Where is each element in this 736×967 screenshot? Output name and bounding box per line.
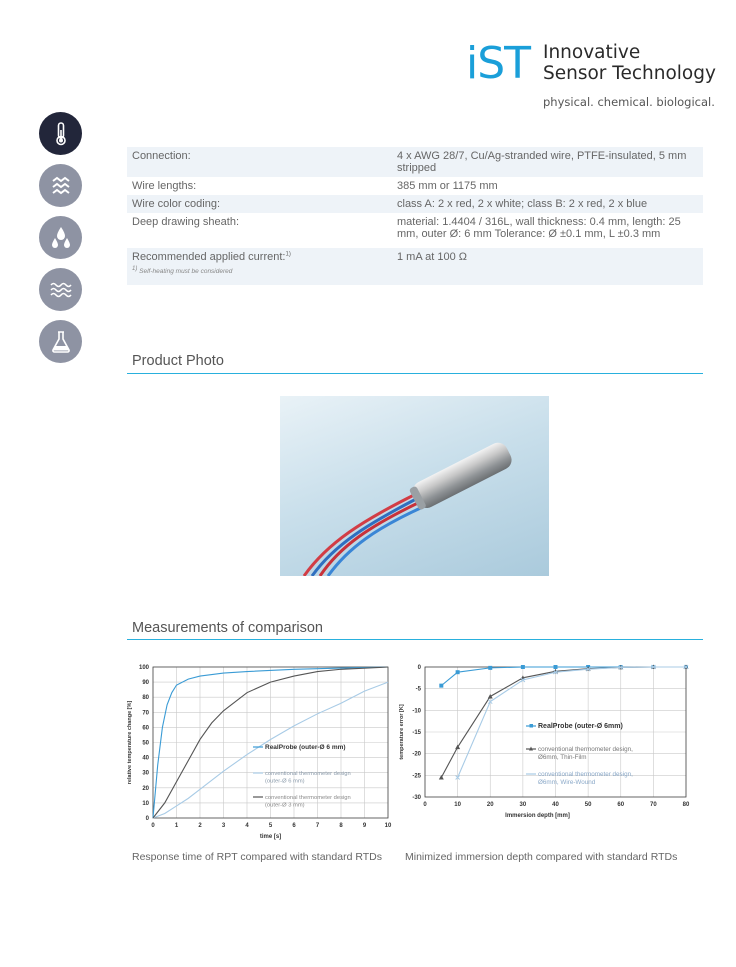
spec-label: Deep drawing sheath: xyxy=(132,216,240,228)
flow-icon[interactable] xyxy=(39,164,82,207)
data-point xyxy=(554,665,558,669)
footnote-marker: 1) xyxy=(285,251,291,258)
spec-label: Connection: xyxy=(132,150,191,162)
immersion-depth-chart xyxy=(398,658,698,844)
x-axis-label: time [s] xyxy=(259,834,282,840)
x-tick-label: 6 xyxy=(292,823,296,829)
spec-value: 1 mA at 100 Ω xyxy=(397,251,467,263)
legend-marker xyxy=(530,724,534,728)
section-divider xyxy=(127,373,703,374)
product-photo xyxy=(280,396,549,576)
company-logo xyxy=(466,40,716,115)
legend-label-line: RealProbe (outer-Ø 6mm) xyxy=(538,723,623,730)
series-line xyxy=(441,667,686,686)
data-point xyxy=(488,666,492,670)
y-tick-label: -25 xyxy=(412,773,421,780)
product-photo-illustration xyxy=(280,396,549,576)
y-tick-label: 60 xyxy=(142,725,149,732)
legend-label xyxy=(265,771,351,784)
spec-row-sheath xyxy=(127,213,703,248)
x-tick-label: 40 xyxy=(552,802,559,808)
y-tick-label: 80 xyxy=(142,695,149,702)
product-photo-title: Product Photo xyxy=(132,353,224,369)
legend-label-line: conventional thermometer design, xyxy=(538,771,633,778)
spec-label-text: Recommended applied current: xyxy=(132,251,286,263)
x-tick-label: 60 xyxy=(617,802,625,808)
section-divider xyxy=(127,639,703,640)
data-point xyxy=(488,694,493,699)
chart-caption-left: Response time of RPT compared with standard RTDs xyxy=(132,851,382,863)
legend-label-line: conventional thermometer design xyxy=(265,795,351,801)
y-tick-label: 0 xyxy=(417,665,421,671)
data-point xyxy=(456,670,460,674)
legend-label xyxy=(265,744,346,751)
data-point xyxy=(439,775,444,780)
logo-name-line1: Innovative xyxy=(543,42,641,63)
x-tick-label: 50 xyxy=(584,802,592,808)
logo-tagline: physical. chemical. biological. xyxy=(543,95,715,109)
spec-value: 4 x AWG 28/7, Cu/Ag-stranded wire, PTFE-insulated, 5 mm stripped xyxy=(397,150,687,174)
spec-table xyxy=(127,147,703,285)
comparison-title: Measurements of comparison xyxy=(132,620,323,636)
y-tick-label: 100 xyxy=(138,665,149,671)
thermometer-icon[interactable] xyxy=(39,112,82,155)
y-axis-label: relative temperature change [%] xyxy=(127,700,133,785)
spec-label: Wire lengths: xyxy=(132,180,197,192)
legend-label-line: conventional thermometer design, xyxy=(538,746,633,753)
x-tick-label: 2 xyxy=(198,823,202,829)
spec-value: class A: 2 x red, 2 x white; class B: 2 x red, 2 x blue xyxy=(397,198,648,210)
x-tick-label: 9 xyxy=(362,823,367,829)
data-point xyxy=(439,684,443,688)
x-tick-label: 20 xyxy=(486,802,494,808)
x-tick-label: 30 xyxy=(519,802,527,808)
legend-label xyxy=(265,795,351,808)
x-tick-label: 3 xyxy=(221,823,226,829)
y-tick-label: 50 xyxy=(142,740,149,747)
footnote-text: Self-heating must be considered xyxy=(139,268,233,275)
y-tick-label: 20 xyxy=(142,785,149,792)
spec-row-wire-lengths xyxy=(127,177,703,195)
legend-label-line: Ø6mm, Thin-Film xyxy=(538,753,587,761)
legend-label-line: Ø6mm, Wire-Wound xyxy=(538,778,596,786)
footnote-sup: 1) xyxy=(132,265,138,272)
spec-row-current xyxy=(127,248,703,285)
footnote xyxy=(132,266,393,278)
y-tick-label: 90 xyxy=(142,680,149,687)
x-tick-label: 10 xyxy=(384,823,392,829)
y-axis-label: temperature error [K] xyxy=(399,704,405,760)
x-tick-label: 70 xyxy=(650,802,657,808)
y-tick-label: -20 xyxy=(412,751,421,758)
logo-mark: iST xyxy=(466,38,531,89)
immersion-depth-chart-svg xyxy=(398,658,698,844)
y-tick-label: 40 xyxy=(142,755,149,762)
legend-label xyxy=(538,771,633,786)
spec-row-connection xyxy=(127,147,703,177)
spec-value: 385 mm or 1175 mm xyxy=(397,180,498,192)
logo-name-line2: Sensor Technology xyxy=(543,63,716,84)
y-tick-label: -30 xyxy=(412,795,421,801)
spec-label: Wire color coding: xyxy=(132,198,221,210)
droplets-icon[interactable] xyxy=(39,216,82,259)
y-tick-label: -5 xyxy=(415,686,421,693)
legend-label xyxy=(538,723,623,730)
data-point xyxy=(521,665,525,669)
y-tick-label: -10 xyxy=(412,708,421,715)
waves-icon[interactable] xyxy=(39,268,82,311)
y-tick-label: 30 xyxy=(142,770,149,777)
y-tick-label: 0 xyxy=(145,816,149,822)
x-tick-label: 4 xyxy=(245,823,249,829)
logo-company-name xyxy=(543,42,716,84)
legend-label-line: (outer-Ø 3 mm) xyxy=(265,802,305,809)
x-tick-label: 5 xyxy=(268,823,273,829)
x-tick-label: 80 xyxy=(682,802,690,808)
y-tick-label: -15 xyxy=(412,730,421,736)
x-tick-label: 10 xyxy=(454,802,461,808)
flask-icon[interactable] xyxy=(39,320,82,363)
x-tick-label: 7 xyxy=(315,823,320,829)
response-time-chart-svg xyxy=(124,658,394,844)
legend-label-line: RealProbe (outer-Ø 6 mm) xyxy=(265,744,346,751)
y-tick-label: 10 xyxy=(142,800,149,807)
spec-label xyxy=(127,248,393,281)
y-tick-label: 70 xyxy=(142,710,149,717)
spec-value: material: 1.4404 / 316L, wall thickness: 0.4 mm, length: 25 mm, outer Ø: 6 mm Tolerance: Ø ±0.1 mm, L ±0.3 mm xyxy=(397,216,681,240)
chart-caption-right: Minimized immersion depth compared with standard RTDs xyxy=(405,851,678,863)
spec-row-wire-color xyxy=(127,195,703,213)
x-tick-label: 0 xyxy=(151,823,155,829)
x-tick-label: 0 xyxy=(423,802,427,808)
legend-label-line: conventional thermometer design xyxy=(265,771,351,777)
legend-label-line: (outer-Ø 6 mm) xyxy=(265,778,305,785)
x-tick-label: 1 xyxy=(174,823,179,829)
response-time-chart xyxy=(124,658,394,844)
x-axis-label: Immersion depth [mm] xyxy=(505,813,570,819)
x-tick-label: 8 xyxy=(339,823,343,829)
